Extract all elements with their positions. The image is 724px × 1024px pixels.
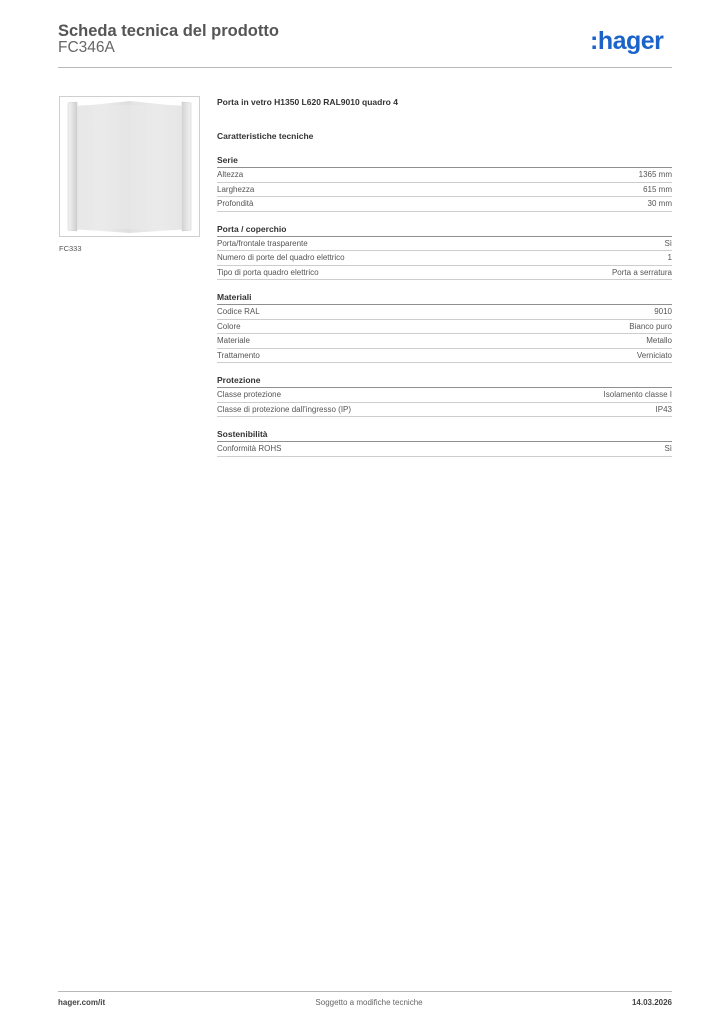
hager-logo-text: :hager <box>590 27 664 55</box>
spec-section-materiali <box>217 290 672 363</box>
spec-value: 615 mm <box>643 184 672 194</box>
hager-logo-mark <box>590 27 672 57</box>
spec-row <box>217 237 672 252</box>
spec-row <box>217 251 672 266</box>
page-title: Scheda tecnica del prodotto <box>58 22 279 40</box>
spec-value: 30 mm <box>647 199 672 208</box>
spec-label: Numero di porte del quadro elettrico <box>217 253 345 262</box>
spec-label: Materiale <box>217 336 250 345</box>
header-divider <box>58 67 672 68</box>
spec-row <box>217 403 672 418</box>
tech-specs-heading: Caratteristiche tecniche <box>217 131 314 141</box>
spec-row <box>217 168 672 183</box>
footer-date: 14.03.2026 <box>631 998 672 1007</box>
spec-row <box>217 349 672 364</box>
section-title: Materiali <box>217 290 672 305</box>
spec-value: 1 <box>667 253 672 262</box>
spec-label: Altezza <box>217 170 244 179</box>
spec-value: Sì <box>664 444 672 453</box>
footer-divider <box>58 991 672 992</box>
spec-row <box>217 442 672 457</box>
spec-label: Larghezza <box>217 184 255 194</box>
spec-row <box>217 266 672 281</box>
footer-note: Soggetto a modifiche tecniche <box>315 998 423 1007</box>
hager-logo <box>590 27 672 57</box>
section-title: Serie <box>217 153 672 168</box>
spec-row <box>217 305 672 320</box>
spec-value: Isolamento classe I <box>603 390 672 399</box>
spec-row <box>217 388 672 403</box>
spec-row <box>217 334 672 349</box>
spec-value: Bianco puro <box>629 321 672 331</box>
spec-value: IP43 <box>655 404 672 414</box>
spec-label: Colore <box>217 321 241 331</box>
spec-section-serie <box>217 153 672 212</box>
product-code: FC346A <box>58 39 115 56</box>
spec-label: Classe di protezione dall'ingresso (IP) <box>217 404 352 414</box>
spec-label: Conformità ROHS <box>217 444 282 453</box>
spec-label: Porta/frontale trasparente <box>217 238 308 248</box>
spec-label: Tipo di porta quadro elettrico <box>217 267 319 277</box>
spec-value: Porta a serratura <box>611 267 672 277</box>
image-caption: FC333 <box>59 244 82 253</box>
section-title: Sostenibilità <box>217 427 672 442</box>
spec-value: Sì <box>664 238 672 248</box>
spec-value: 1365 mm <box>638 170 672 179</box>
section-title: Porta / coperchio <box>217 222 672 237</box>
product-image <box>59 96 200 237</box>
spec-section-porta <box>217 222 672 281</box>
spec-label: Codice RAL <box>217 307 260 316</box>
spec-value: Verniciato <box>636 350 672 360</box>
spec-label: Classe protezione <box>217 390 282 399</box>
footer-website[interactable]: hager.com/it <box>58 998 106 1007</box>
spec-row <box>217 320 672 335</box>
spec-content <box>217 95 672 457</box>
spec-label: Trattamento <box>217 350 260 360</box>
product-name: Porta in vetro H1350 L620 RAL9010 quadro 4 <box>217 97 398 107</box>
spec-row <box>217 197 672 212</box>
spec-value: 9010 <box>654 307 672 316</box>
spec-section-sostenibilita <box>217 427 672 457</box>
spec-section-protezione <box>217 373 672 417</box>
spec-row <box>217 183 672 198</box>
glass-door-illustration <box>60 97 199 236</box>
spec-label: Profondità <box>217 199 254 208</box>
section-title: Protezione <box>217 373 672 388</box>
spec-value: Metallo <box>646 336 672 345</box>
